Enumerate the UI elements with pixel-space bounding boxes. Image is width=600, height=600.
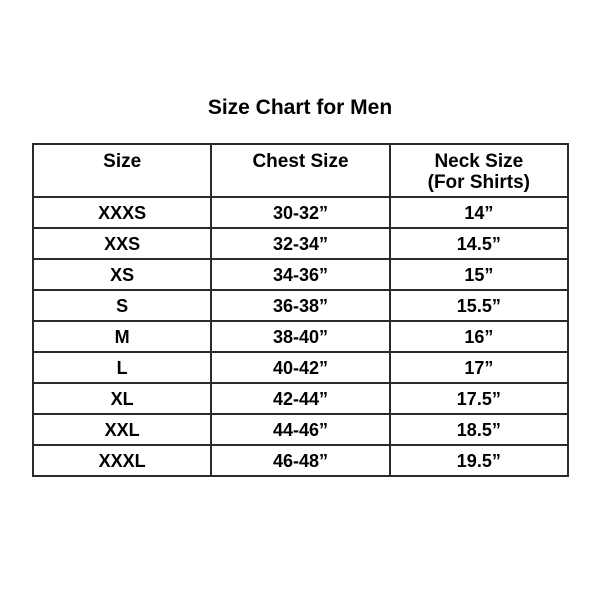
column-header-size-label: Size — [103, 151, 142, 172]
table-row — [33, 383, 568, 414]
cell-size: M — [33, 321, 211, 352]
table-row — [33, 321, 568, 352]
size-chart-table — [32, 143, 569, 477]
table-row — [33, 290, 568, 321]
column-header-chest-label: Chest Size — [252, 151, 349, 172]
column-header-neck-label-line1: Neck Size — [434, 151, 524, 172]
table-row — [33, 445, 568, 476]
table-row — [33, 228, 568, 259]
cell-size: XL — [33, 383, 211, 414]
column-header-size — [33, 144, 211, 197]
table-header-row — [33, 144, 568, 197]
cell-chest: 46-48” — [211, 445, 389, 476]
cell-neck: 19.5” — [390, 445, 568, 476]
cell-neck: 14” — [390, 197, 568, 228]
cell-neck: 14.5” — [390, 228, 568, 259]
cell-size: S — [33, 290, 211, 321]
cell-chest: 42-44” — [211, 383, 389, 414]
cell-chest: 36-38” — [211, 290, 389, 321]
cell-chest: 44-46” — [211, 414, 389, 445]
cell-chest: 32-34” — [211, 228, 389, 259]
table-row — [33, 259, 568, 290]
cell-size: XXXS — [33, 197, 211, 228]
page-title: Size Chart for Men — [207, 96, 393, 119]
table-row — [33, 197, 568, 228]
cell-neck: 17.5” — [390, 383, 568, 414]
column-header-neck — [390, 144, 568, 197]
cell-size: XXXL — [33, 445, 211, 476]
cell-neck: 15” — [390, 259, 568, 290]
cell-neck: 15.5” — [390, 290, 568, 321]
cell-chest: 38-40” — [211, 321, 389, 352]
cell-neck: 17” — [390, 352, 568, 383]
column-header-neck-label-line2: (For Shirts) — [427, 172, 531, 193]
table-row — [33, 352, 568, 383]
table-body — [33, 197, 568, 476]
table-row — [33, 414, 568, 445]
cell-neck: 18.5” — [390, 414, 568, 445]
cell-neck: 16” — [390, 321, 568, 352]
cell-size: XXL — [33, 414, 211, 445]
cell-chest: 30-32” — [211, 197, 389, 228]
cell-chest: 40-42” — [211, 352, 389, 383]
cell-size: XXS — [33, 228, 211, 259]
cell-chest: 34-36” — [211, 259, 389, 290]
cell-size: L — [33, 352, 211, 383]
cell-size: XS — [33, 259, 211, 290]
column-header-chest — [211, 144, 389, 197]
